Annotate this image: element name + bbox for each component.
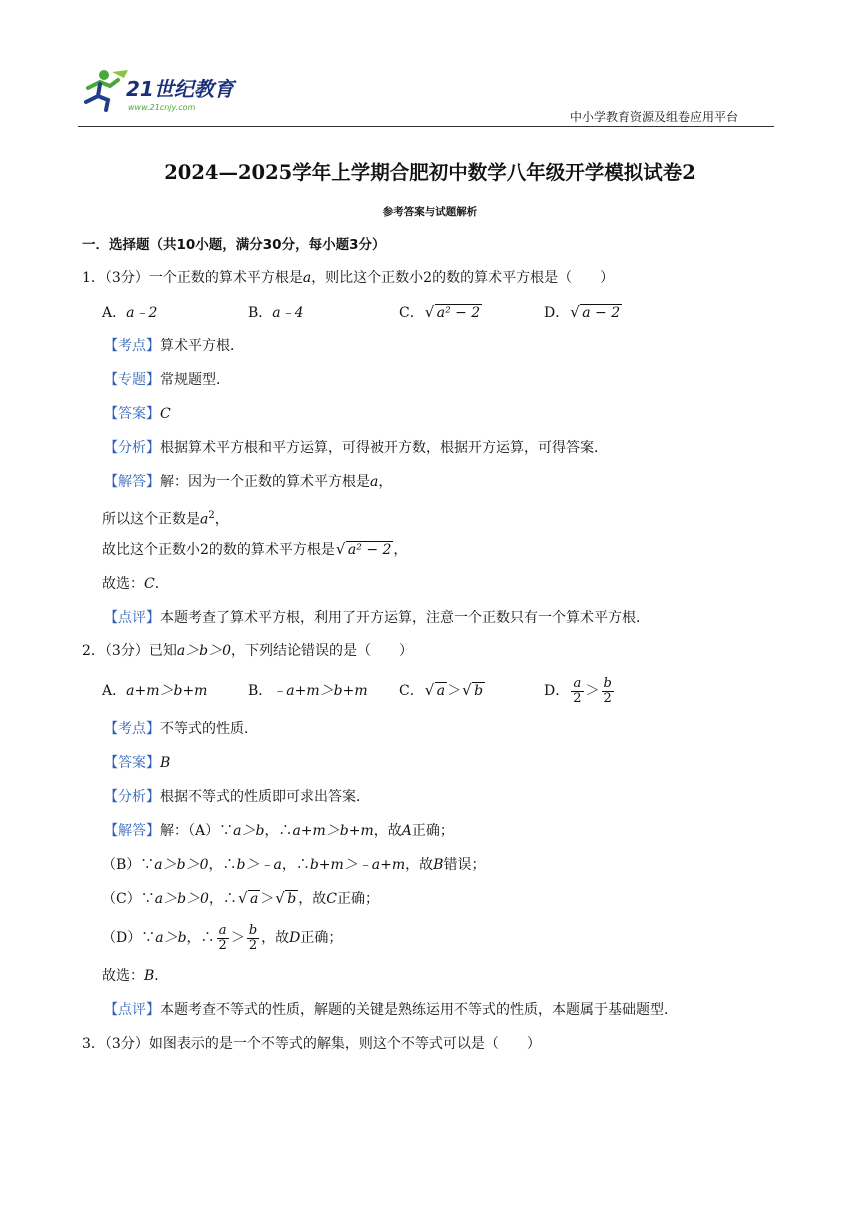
q2-answer: 【答案】B (104, 755, 171, 771)
q1-analysis: 【分析】根据算术平方根和平方运算，可得被开方数，根据开方运算，可得答案． (104, 440, 608, 456)
q2-option-c: C． √ a ＞ √ b (399, 681, 484, 699)
q2-stem: 2．（3分）已知a＞b＞0，下列结论错误的是（ ） (82, 643, 414, 659)
header-divider (78, 126, 774, 127)
logo-url: www.21cnjy.com (128, 103, 196, 112)
q1-answer: 【答案】C (104, 406, 171, 422)
q1-knowledge-point: 【考点】算术平方根． (104, 338, 244, 354)
q2-knowledge-point: 【考点】不等式的性质． (104, 721, 258, 737)
page-title: 2024—2025学年上学期合肥初中数学八年级开学模拟试卷2 (164, 161, 696, 184)
sqrt-expression: √ a² − 2 (424, 303, 481, 321)
q1-topic: 【专题】常规题型． (104, 372, 230, 388)
q1-option-d: D． √ a − 2 (544, 303, 621, 321)
q2-comment: 【点评】本题考查不等式的性质，解题的关键是熟练运用不等式的性质，本题属于基础题型． (104, 1002, 678, 1018)
q2-selection: 故选：B． (102, 968, 169, 984)
q1-option-c: C． √ a² − 2 (399, 303, 481, 321)
runner-icon (86, 70, 128, 110)
q1-solution-line-3: 故比这个正数小2的数的算术平方根是 √ a² − 2 ， (102, 540, 408, 558)
sqrt-expression: √ a² − 2 (335, 540, 392, 558)
sqrt-expression: √ a − 2 (570, 303, 621, 321)
q1-comment: 【点评】本题考查了算术平方根，利用了开方运算，注意一个正数只有一个算术平方根． (104, 610, 650, 626)
q2-solution-c: （C）∵a＞b＞0，∴ √ a ＞ √ b ，故C正确； (102, 889, 379, 907)
q1-solution: 【解答】解：因为一个正数的算术平方根是a， (104, 474, 393, 490)
q2-option-d: D． $\frac{a}{2}$ ＞ $\frac{b}{2}$ (544, 675, 612, 706)
q2-solution-b: （B）∵a＞b＞0，∴b＞﹣a，∴b+m＞﹣a+m，故B错误； (102, 857, 486, 873)
q1-selection: 故选：C． (102, 576, 169, 592)
logo-text: 21世纪教育 (126, 77, 234, 101)
q3-stem: 3．（3分）如图表示的是一个不等式的解集，则这个不等式可以是（ ） (82, 1036, 541, 1052)
section-heading: 一．选择题（共10小题，满分30分，每小题3分） (82, 237, 386, 253)
q1-stem: 1．（3分）一个正数的算术平方根是a，则比这个正数小2的数的算术平方根是（ ） (82, 270, 615, 286)
q1-option-b: B．a﹣4 (248, 305, 304, 321)
logo (78, 66, 248, 116)
q2-analysis: 【分析】根据不等式的性质即可求出答案． (104, 789, 370, 805)
q2-solution-d: （D）∵a＞b，∴ $\frac{a}{2}$ ＞ $\frac{b}{2}$ ，故D正确； (102, 922, 343, 953)
page-subtitle: 参考答案与试题解析 (382, 206, 478, 218)
platform-name: 中小学教育资源及组卷应用平台 (569, 110, 738, 124)
q1-option-a: A．a﹣2 (102, 305, 158, 321)
q2-option-b: B．﹣a+m＞b+m (248, 683, 368, 699)
page-header (78, 66, 774, 128)
q2-option-a: A．a+m＞b+m (102, 683, 208, 699)
q2-solution-a: 【解答】解：（A）∵a＞b，∴a+m＞b+m，故A正确； (104, 823, 454, 839)
q1-solution-line-2: 所以这个正数是$a^2$， (102, 510, 229, 528)
